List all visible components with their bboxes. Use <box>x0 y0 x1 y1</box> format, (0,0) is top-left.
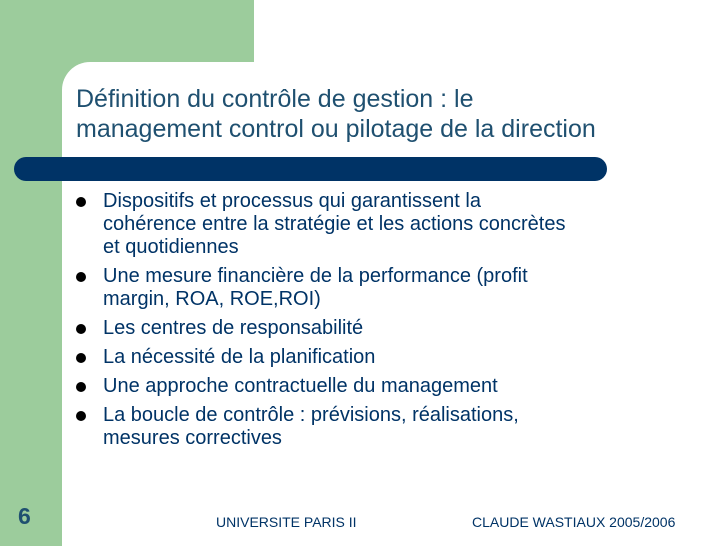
footer-left-text: UNIVERSITE PARIS II <box>216 514 357 530</box>
bullet-line: et quotidiennes <box>103 236 239 258</box>
bullet-line: Dispositifs et processus qui garantissent la <box>103 190 481 212</box>
bullet-dot-icon <box>76 353 86 363</box>
bullet-item <box>76 265 716 311</box>
bullet-line: Une mesure financière de la performance (profit <box>103 265 528 287</box>
bullet-line: cohérence entre la stratégie et les actions concrètes <box>103 213 566 235</box>
bullet-item <box>76 375 716 398</box>
bullet-line: margin, ROA, ROE,ROI) <box>103 288 321 310</box>
page-number: 6 <box>18 503 31 529</box>
bullet-dot-icon <box>76 411 86 421</box>
bullet-line: La nécessité de la planification <box>103 346 376 368</box>
bullet-line: mesures correctives <box>103 427 282 449</box>
slide-title-line: Définition du contrôle de gestion : le <box>76 85 474 113</box>
bullet-dot-icon <box>76 382 86 392</box>
bullet-line: Les centres de responsabilité <box>103 317 364 339</box>
footer-right-text: CLAUDE WASTIAUX 2005/2006 <box>472 514 676 530</box>
bullet-line: La boucle de contrôle : prévisions, réalisations, <box>103 404 519 426</box>
slide-title <box>76 84 696 144</box>
bullet-item <box>76 404 716 450</box>
bullet-list <box>76 190 716 456</box>
bullet-item <box>76 317 716 340</box>
bullet-dot-icon <box>76 197 86 207</box>
slide-title-line: management control ou pilotage de la direction <box>76 115 596 143</box>
bullet-dot-icon <box>76 272 86 282</box>
bullet-dot-icon <box>76 324 86 334</box>
bullet-item <box>76 190 716 259</box>
bullet-line: Une approche contractuelle du management <box>103 375 498 397</box>
bullet-item <box>76 346 716 369</box>
title-divider-bar <box>14 157 607 181</box>
